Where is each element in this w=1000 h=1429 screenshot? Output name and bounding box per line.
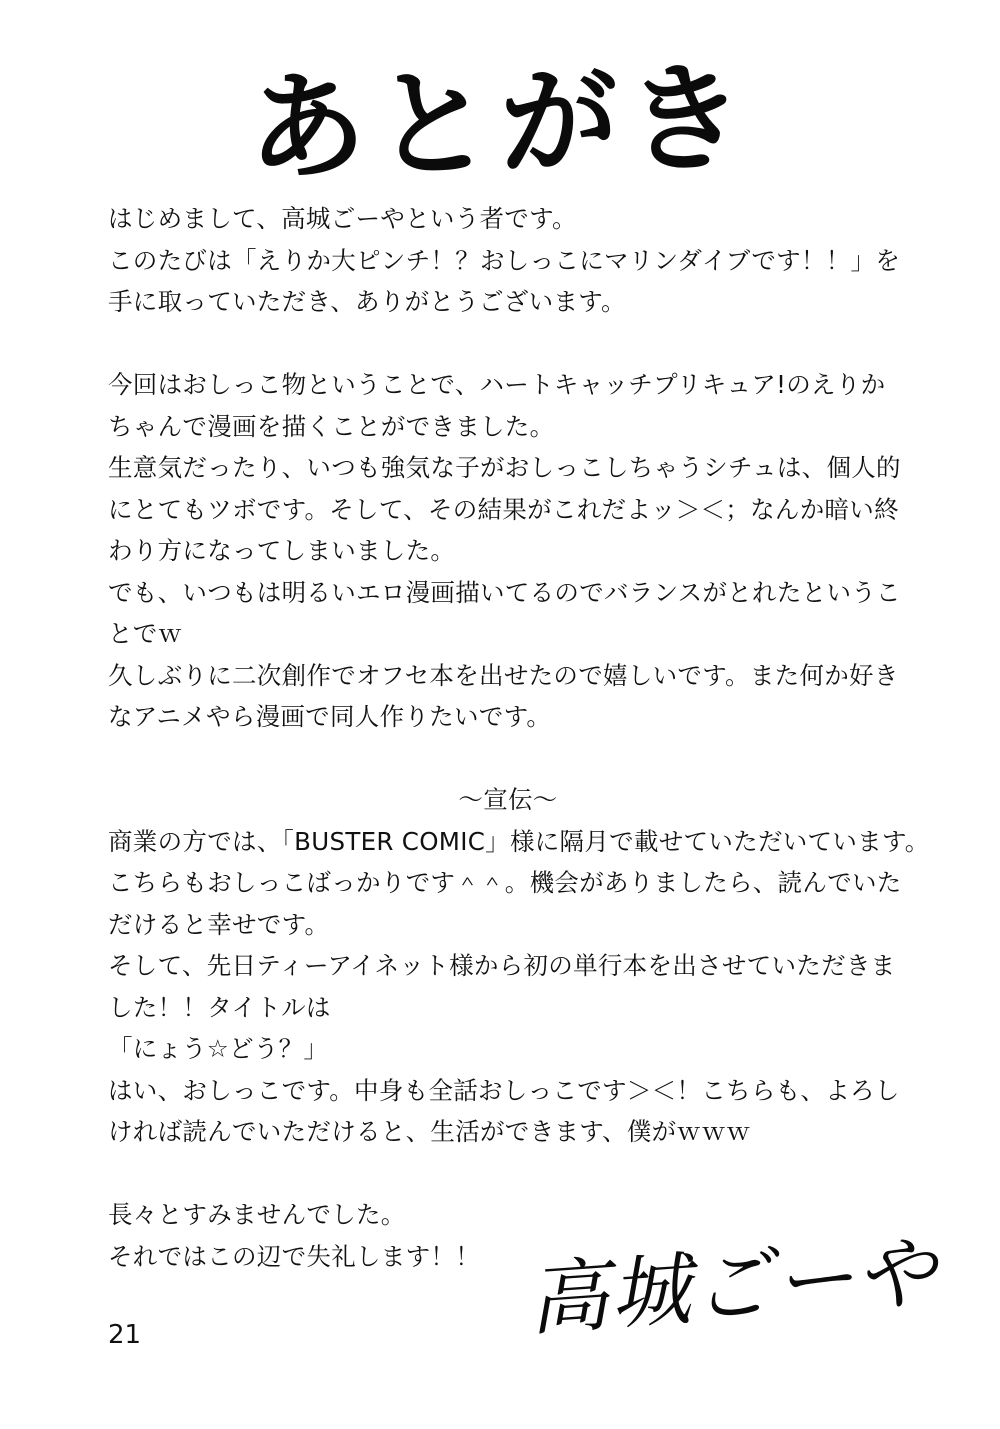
text-line: わり方になってしまいました。 <box>108 536 456 565</box>
text-line: した！！タイトルは <box>108 992 331 1022</box>
text-line: こちらもおしっこばっかりです＾＾。機会がありましたら、読んでいた <box>108 868 902 897</box>
text-line: なアニメやら漫画で同人作りたいです。 <box>108 702 552 731</box>
text-line: ちゃんで漫画を描くことができました。 <box>108 411 555 441</box>
blank-line <box>108 323 908 365</box>
text-line: だけると幸せです。 <box>108 909 330 939</box>
text-line: にとてもツボです。そして、その結果がこれだよッ＞＜；なんか暗い終 <box>108 494 899 524</box>
text-line: そして、先日ティーアイネット様から初の単行本を出させていただきま <box>108 951 896 980</box>
afterword-body <box>108 198 930 1277</box>
text-line: 今回はおしっこ物ということで、ハートキャッチプリキュア!のえりか <box>108 370 886 399</box>
text-line: はい、おしっこです。中身も全話おしっこです＞＜！こちらも、よろし <box>108 1075 900 1105</box>
text-line: ければ読んでいただけると、生活ができます、僕がｗｗｗ <box>108 1117 751 1146</box>
page-title: あとがき <box>246 48 754 198</box>
text-line: 「にょう☆どう？」 <box>108 1034 329 1063</box>
text-line: それではこの辺で失礼します！！ <box>108 1241 480 1271</box>
text-line: 生意気だったり、いつも強気な子がおしっこしちゃうシチュは、個人的 <box>108 453 901 482</box>
ad-heading: ～宣伝～ <box>458 785 558 814</box>
text-line: でも、いつもは明るいエロ漫画描いてるのでバランスがとれたというこ <box>108 577 901 607</box>
page-number: 21 <box>108 1320 142 1350</box>
text-line: 久しぶりに二次創作でオフセ本を出せたので嬉しいです。また何か好き <box>108 660 899 690</box>
text-line: 手に取っていただき、ありがとうございます。 <box>108 287 626 316</box>
text-line: このたびは「えりか大ピンチ！？おしっこにマリンダイブです！！」を <box>108 245 901 275</box>
text-line: とでｗ <box>108 619 183 648</box>
text-line: 長々とすみませんでした。 <box>108 1200 406 1229</box>
text-line: はじめまして、高城ごーやという者です。 <box>108 204 577 233</box>
blank-line <box>108 1153 908 1195</box>
blank-line <box>108 738 908 780</box>
author-signature: 高城ごーや <box>525 1225 941 1347</box>
text-line: 商業の方では、「BUSTER COMIC」様に隔月で載せていただいています。 <box>108 826 930 856</box>
